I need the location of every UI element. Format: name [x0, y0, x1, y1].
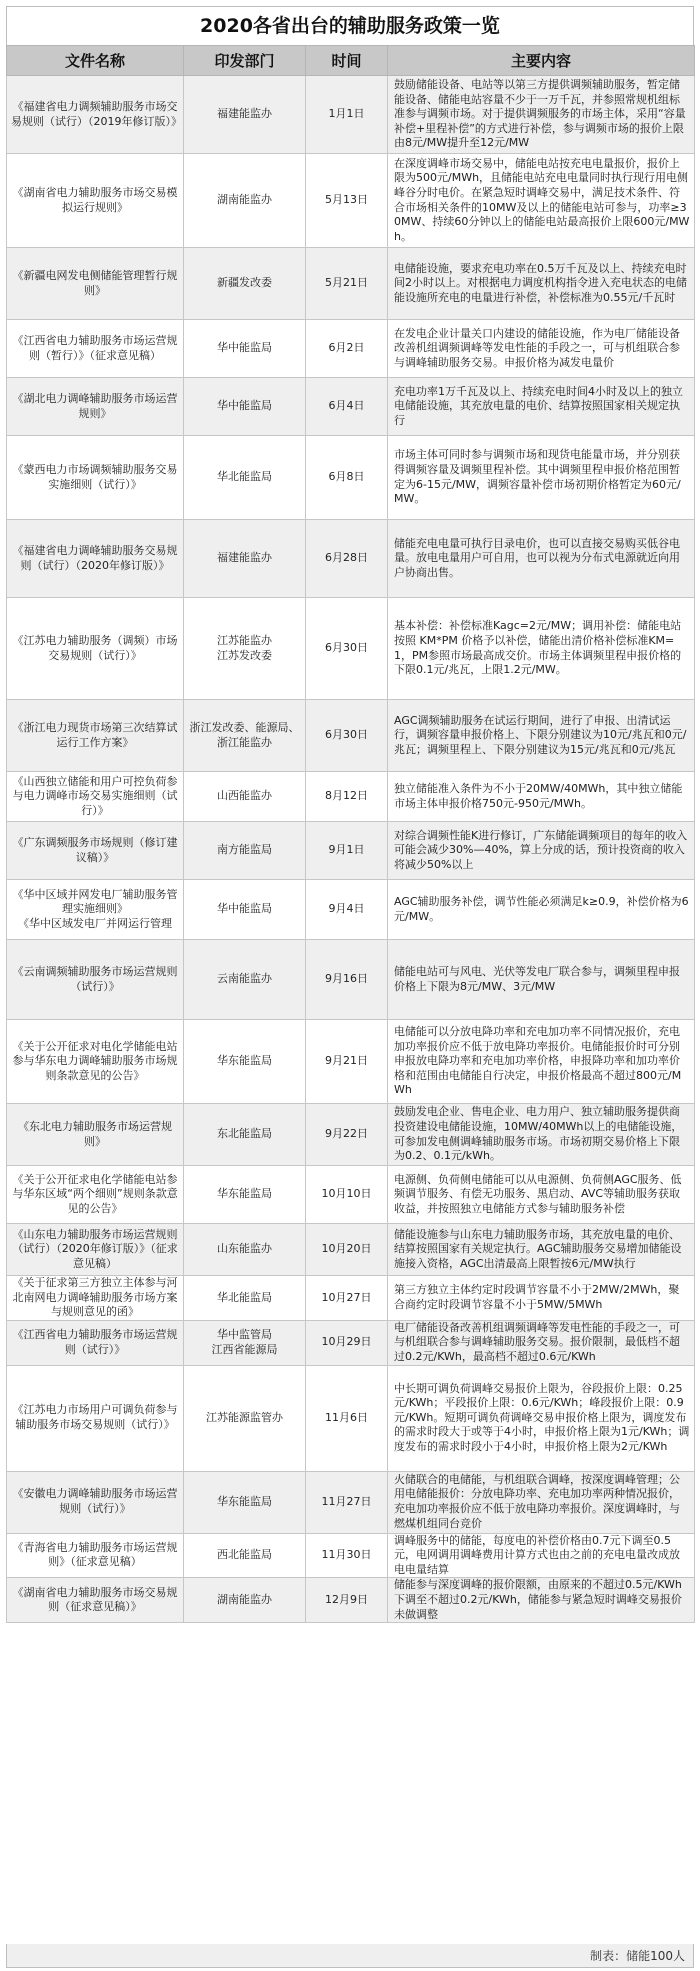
table-row: [7, 436, 695, 520]
cell-department: 华东能监局: [184, 1471, 306, 1533]
cell-department: 东北能监局: [184, 1104, 306, 1166]
cell-file-name: 《湖北电力调峰辅助服务市场运营规则》: [7, 378, 184, 436]
cell-date: 6月4日: [306, 378, 388, 436]
table-row: [7, 76, 695, 154]
cell-department: 江苏能源监管办: [184, 1365, 306, 1471]
cell-date: 12月9日: [306, 1578, 388, 1623]
cell-file-name: 《华中区域并网发电厂辅助服务管理实施细则》 《华中区域发电厂并网运行管理: [7, 880, 184, 940]
table-row: [7, 1166, 695, 1224]
column-header-date: 时间: [306, 46, 388, 76]
cell-file-name: 《安徽电力调峰辅助服务市场运营规则（试行）》: [7, 1471, 184, 1533]
cell-date: 9月21日: [306, 1020, 388, 1104]
cell-content: 储能参与深度调峰的报价限额，由原来的不超过0.5元/KWh下调至不超过0.2元/KWh，储能参与紧急短时调峰交易报价未做调整: [388, 1578, 695, 1623]
table-row: [7, 248, 695, 320]
cell-department: 福建能监办: [184, 76, 306, 154]
cell-date: 11月30日: [306, 1533, 388, 1578]
cell-department: 华中能监局: [184, 320, 306, 378]
cell-file-name: 《广东调频服务市场规则（修订建议稿）》: [7, 822, 184, 880]
cell-content: 储能充电电量可执行目录电价，也可以直接交易购买低谷电量。放电电量用户可自用，也可以视为分布式电源就近向用户协商出售。: [388, 520, 695, 598]
cell-file-name: 《江西省电力辅助服务市场运营规则（试行）》: [7, 1320, 184, 1365]
cell-date: 6月28日: [306, 520, 388, 598]
cell-date: 10月29日: [306, 1320, 388, 1365]
cell-file-name: 《湖南省电力辅助服务市场交易模拟运行规则》: [7, 154, 184, 248]
cell-department: 华东能监局: [184, 1166, 306, 1224]
table-row: [7, 1224, 695, 1276]
cell-file-name: 《青海省电力辅助服务市场运营规则》（征求意见稿）: [7, 1533, 184, 1578]
cell-date: 6月30日: [306, 700, 388, 772]
cell-content: 调峰服务中的储能，每度电的补偿价格由0.7元下调至0.5元，电网调用调峰费用计算方式也由之前的充电电量改成放电电量结算: [388, 1533, 695, 1578]
cell-date: 9月22日: [306, 1104, 388, 1166]
table-row: [7, 772, 695, 822]
cell-date: 10月20日: [306, 1224, 388, 1276]
table-row: [7, 1578, 695, 1623]
cell-content: 鼓励储能设备、电站等以第三方提供调频辅助服务，暂定储能设备、储能电站容量不少于一万千瓦，并参照常规机组标准参与调频市场。对于提供调频服务的市场主体，采用“容量补偿+里程补偿”的方式进行补偿，参与调频市场的报价上限由8元/MW提升至12元/MW: [388, 76, 695, 154]
cell-date: 5月21日: [306, 248, 388, 320]
policy-table: [6, 45, 695, 1623]
cell-date: 11月27日: [306, 1471, 388, 1533]
cell-content: 电储能设施，要求充电功率在0.5万千瓦及以上、持续充电时间2小时以上。对根据电力调度机构指令进入充电状态的电储能设施所充电的电量进行补偿，补偿标准为0.55元/千瓦时: [388, 248, 695, 320]
cell-department: 南方能监局: [184, 822, 306, 880]
cell-department: 湖南能监办: [184, 154, 306, 248]
cell-date: 9月16日: [306, 940, 388, 1020]
table-row: [7, 880, 695, 940]
cell-department: 云南能监办: [184, 940, 306, 1020]
cell-date: 9月1日: [306, 822, 388, 880]
cell-file-name: 《山东电力辅助服务市场运营规则（试行）（2020年修订版）》（征求意见稿）: [7, 1224, 184, 1276]
cell-file-name: 《江苏电力市场用户可调负荷参与辅助服务市场交易规则（试行）》: [7, 1365, 184, 1471]
cell-file-name: 《湖南省电力辅助服务市场交易规则（征求意见稿）》: [7, 1578, 184, 1623]
cell-content: 在深度调峰市场交易中，储能电站按充电电量报价，报价上限为500元/MWh，且储能电站充电电量同时执行现行用电侧峰谷分时电价。在紧急短时调峰交易中，满足技术条件、符合市场相关条件的10MW及以上的储能电站可参与，功率≥30MW、持续60分钟以上的储能电站最高报价上限600元/MWh。: [388, 154, 695, 248]
cell-department: 湖南能监办: [184, 1578, 306, 1623]
cell-content: 基本补偿：补偿标准Kagc=2元/MW；调用补偿：储能电站按照 KM*PM 价格予以补偿，储能出清价格补偿标准KM=1，PM参照市场最高成交价。市场主体调频里程申报价格的下限0.1元/兆瓦，上限1.2元/MW。: [388, 598, 695, 700]
cell-content: 独立储能准入条件为不小于20MW/40MWh，其中独立储能市场主体申报价格750元-950元/MWh。: [388, 772, 695, 822]
column-header-file-name: 文件名称: [7, 46, 184, 76]
table-row: [7, 1365, 695, 1471]
cell-department: 华中能监局: [184, 880, 306, 940]
cell-date: 8月12日: [306, 772, 388, 822]
cell-file-name: 《新疆电网发电侧储能管理暂行规则》: [7, 248, 184, 320]
cell-content: 电源侧、负荷侧电储能可以从电源侧、负荷侧AGC服务、低频调节服务、有偿无功服务、黑启动、AVC等辅助服务获取收益，并按照独立电储能方式参与辅助服务补偿: [388, 1166, 695, 1224]
cell-department: 浙江发改委、能源局、浙江能监办: [184, 700, 306, 772]
cell-file-name: 《山西独立储能和用户可控负荷参与电力调峰市场交易实施细则（试行）》: [7, 772, 184, 822]
page-title: 2020各省出台的辅助服务政策一览: [6, 6, 694, 45]
table-footer-credit: 制表：储能100人: [6, 1944, 694, 1968]
cell-file-name: 《关于公开征求电化学储能电站参与华东区域“两个细则”规则条款意见的公告》: [7, 1166, 184, 1224]
table-row: [7, 1276, 695, 1321]
cell-file-name: 《江苏电力辅助服务（调频）市场交易规则（试行）》: [7, 598, 184, 700]
cell-department: 华中能监局: [184, 378, 306, 436]
cell-department: 华北能监局: [184, 436, 306, 520]
cell-department: 华东能监局: [184, 1020, 306, 1104]
table-row: [7, 154, 695, 248]
cell-department: 江苏能监办 江苏发改委: [184, 598, 306, 700]
cell-content: 鼓励发电企业、售电企业、电力用户、独立辅助服务提供商投资建设电储能设施，10MW/40MWh以上的电储能设施，可参加发电侧调峰辅助服务市场。市场初期交易价格上下限为0.2、0.1元/kWh。: [388, 1104, 695, 1166]
cell-file-name: 《江西省电力辅助服务市场运营规则（暂行）》（征求意见稿）: [7, 320, 184, 378]
cell-content: 市场主体可同时参与调频市场和现货电能量市场，并分别获得调频容量及调频里程补偿。其中调频里程申报价格范围暂定为6-15元/MW，调频容量补偿市场初期价格暂定为60元/MW。: [388, 436, 695, 520]
cell-department: 山东能监办: [184, 1224, 306, 1276]
cell-file-name: 《关于公开征求对电化学储能电站参与华东电力调峰辅助服务市场规则条款意见的公告》: [7, 1020, 184, 1104]
cell-file-name: 《蒙西电力市场调频辅助服务交易实施细则（试行）》: [7, 436, 184, 520]
table-row: [7, 1533, 695, 1578]
cell-department: 华北能监局: [184, 1276, 306, 1321]
cell-content: 中长期可调负荷调峰交易报价上限为，谷段报价上限：0.25元/KWh；平段报价上限：0.6元/KWh；峰段报价上限：0.9元/KWh。短期可调负荷调峰交易申报价格上限为，调度发布的需求时段大于或等于4小时，申报价格上限为1元/KWh；调度发布的需求时段小于4小时，申报价格上限为2元/KWh: [388, 1365, 695, 1471]
cell-date: 6月30日: [306, 598, 388, 700]
cell-content: 电厂储能设备改善机组调频调峰等发电性能的手段之一，可与机组联合参与调峰辅助服务交易。报价限制，最低档不超过0.2元/KWh，最高档不超过0.6元/KWh: [388, 1320, 695, 1365]
cell-file-name: 《浙江电力现货市场第三次结算试运行工作方案》: [7, 700, 184, 772]
cell-content: 对综合调频性能K进行修订，广东储能调频项目的每年的收入可能会减少30%—40%，算上分成的话，预计投资商的收入将减少50%以上: [388, 822, 695, 880]
cell-department: 新疆发改委: [184, 248, 306, 320]
cell-content: AGC调频辅助服务在试运行期间，进行了申报、出清试运行，调频容量申报价格上、下限分别建议为10元/兆瓦和0元/兆瓦；调频里程上、下限分别建议为15元/兆瓦和0元/兆瓦: [388, 700, 695, 772]
table-body: [7, 76, 695, 1623]
column-header-department: 印发部门: [184, 46, 306, 76]
cell-date: 6月2日: [306, 320, 388, 378]
cell-date: 6月8日: [306, 436, 388, 520]
cell-file-name: 《云南调频辅助服务市场运营规则（试行）》: [7, 940, 184, 1020]
cell-date: 5月13日: [306, 154, 388, 248]
cell-content: 储能设施参与山东电力辅助服务市场，其充放电量的电价、结算按照国家有关规定执行。AGC辅助服务交易增加储能设施接入资格，AGC出清最高上限暂按6元/MW执行: [388, 1224, 695, 1276]
table-row: [7, 1320, 695, 1365]
column-header-content: 主要内容: [388, 46, 695, 76]
cell-content: 火储联合的电储能，与机组联合调峰，按深度调峰管理；公用电储能报价：分放电降功率、充电加功率两种情况报价，充电加功率报价应不低于放电降功率报价。深度调峰时，与燃煤机组同台竞价: [388, 1471, 695, 1533]
cell-content: 充电功率1万千瓦及以上、持续充电时间4小时及以上的独立电储能设施，其充放电量的电价、结算按照国家相关规定执行: [388, 378, 695, 436]
cell-content: 储能电站可与风电、光伏等发电厂联合参与，调频里程申报价格上下限为8元/MW、3元/MW: [388, 940, 695, 1020]
table-row: [7, 598, 695, 700]
cell-department: 华中监管局 江西省能源局: [184, 1320, 306, 1365]
table-row: [7, 940, 695, 1020]
cell-file-name: 《东北电力辅助服务市场运营规则》: [7, 1104, 184, 1166]
cell-file-name: 《福建省电力调峰辅助服务交易规则（试行）（2020年修订版）》: [7, 520, 184, 598]
cell-date: 1月1日: [306, 76, 388, 154]
cell-date: 9月4日: [306, 880, 388, 940]
cell-date: 10月27日: [306, 1276, 388, 1321]
table-row: [7, 520, 695, 598]
table-row: [7, 822, 695, 880]
cell-content: 第三方独立主体约定时段调节容量不小于2MW/2MWh，聚合商约定时段调节容量不小于5MW/5MWh: [388, 1276, 695, 1321]
table-row: [7, 1471, 695, 1533]
cell-file-name: 《福建省电力调频辅助服务市场交易规则（试行）（2019年修订版）》: [7, 76, 184, 154]
table-row: [7, 1020, 695, 1104]
cell-content: 在发电企业计量关口内建设的储能设施，作为电厂储能设备改善机组调频调峰等发电性能的手段之一，可与机组联合参与调峰辅助服务交易。申报价格为减发电量价: [388, 320, 695, 378]
cell-department: 西北能监局: [184, 1533, 306, 1578]
cell-content: AGC辅助服务补偿，调节性能必须满足k≥0.9，补偿价格为6元/MW。: [388, 880, 695, 940]
cell-date: 10月10日: [306, 1166, 388, 1224]
table-header-row: [7, 46, 695, 76]
cell-department: 山西能监办: [184, 772, 306, 822]
cell-date: 11月6日: [306, 1365, 388, 1471]
table-row: [7, 700, 695, 772]
cell-file-name: 《关于征求第三方独立主体参与河北南网电力调峰辅助服务市场方案与规则意见的函》: [7, 1276, 184, 1321]
table-row: [7, 1104, 695, 1166]
table-row: [7, 378, 695, 436]
table-row: [7, 320, 695, 378]
cell-department: 福建能监办: [184, 520, 306, 598]
cell-content: 电储能可以分放电降功率和充电加功率不同情况报价，充电加功率报价应不低于放电降功率报价。电储能报价时可分别申报放电降功率和充电加功率价格，申报降功率和加功率价格和范围由电储能自行决定，申报价格最高不超过800元/MWh: [388, 1020, 695, 1104]
